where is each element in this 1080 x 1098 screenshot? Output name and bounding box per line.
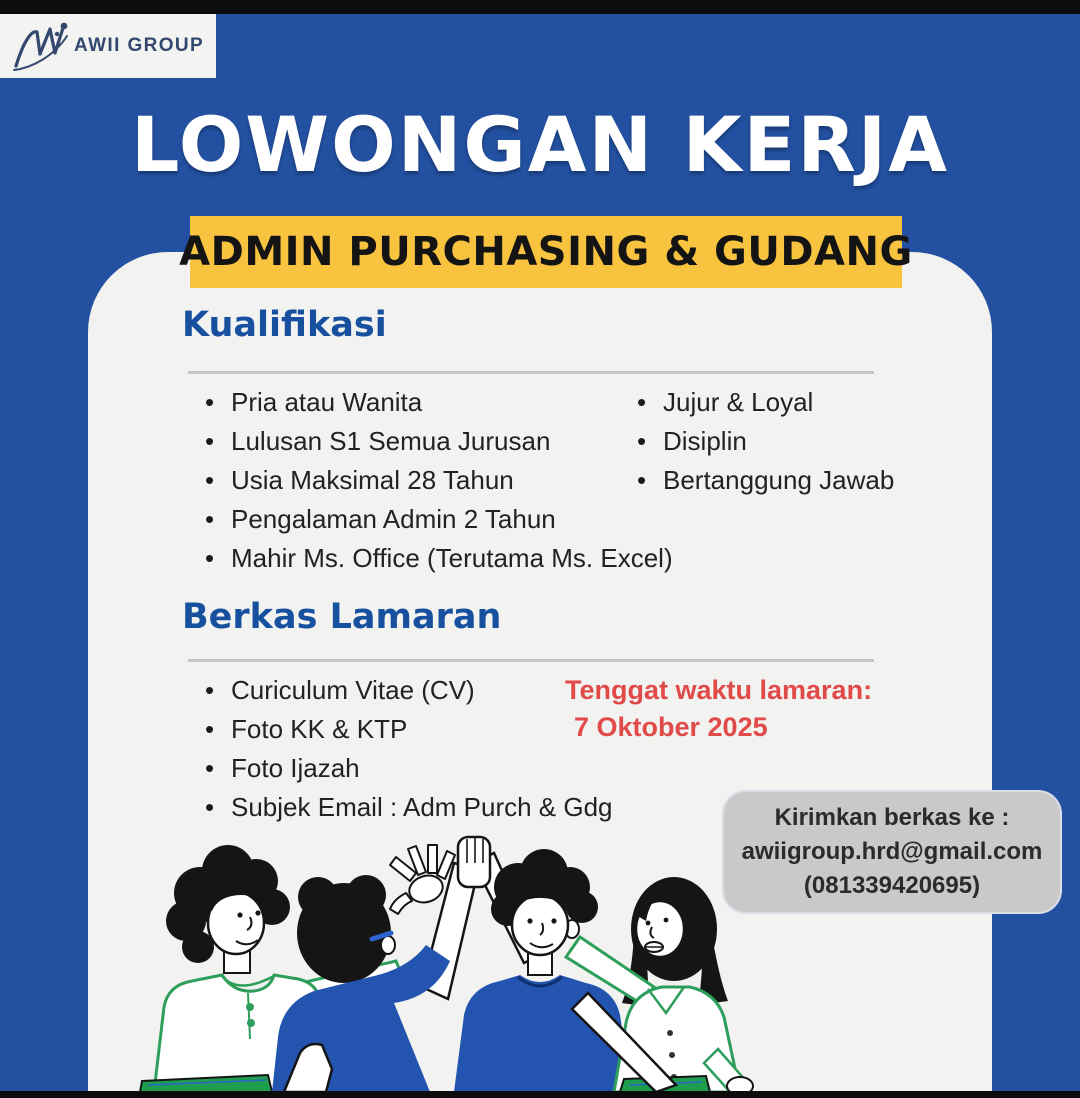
bullet-icon: •	[205, 465, 215, 495]
deadline-date: 7 Oktober 2025	[574, 712, 768, 742]
bullet-icon: •	[205, 753, 215, 783]
brand-name: AWII GROUP	[74, 35, 205, 56]
bullet-icon: •	[637, 426, 647, 456]
list-item	[205, 671, 613, 710]
list-item	[205, 500, 673, 539]
aw-script-logo-icon	[12, 20, 70, 72]
bullet-icon: •	[205, 714, 215, 744]
bullet-icon: •	[637, 465, 647, 495]
brand-logo	[0, 14, 216, 78]
list-item	[205, 788, 613, 827]
list-item	[637, 461, 894, 500]
list-item-text: Bertanggung Jawab	[663, 465, 895, 495]
contact-heading: Kirimkan berkas ke :	[774, 804, 1010, 831]
list-item-text: Pria atau Wanita	[231, 387, 423, 417]
deadline-note	[565, 672, 872, 746]
list-item-text: Foto KK & KTP	[231, 714, 408, 744]
list-item-text: Foto Ijazah	[231, 753, 360, 783]
list-item	[637, 422, 894, 461]
list-item	[637, 383, 894, 422]
poster-title: LOWONGAN KERJA	[130, 100, 950, 189]
list-item	[205, 749, 613, 788]
contact-email: awiigroup.hrd@gmail.com	[741, 838, 1043, 865]
kualifikasi-list-right	[637, 383, 894, 500]
list-item-text: Usia Maksimal 28 Tahun	[231, 465, 514, 495]
list-item	[205, 461, 673, 500]
list-item	[205, 539, 673, 578]
bullet-icon: •	[637, 387, 647, 417]
position-banner	[179, 216, 913, 288]
list-item	[205, 710, 613, 749]
bullet-icon: •	[205, 543, 215, 573]
list-item-text: Subjek Email : Adm Purch & Gdg	[231, 792, 613, 822]
bullet-icon: •	[205, 387, 215, 417]
bullet-icon: •	[205, 675, 215, 705]
bullet-icon: •	[205, 426, 215, 456]
berkas-divider	[188, 659, 874, 662]
list-item-text: Jujur & Loyal	[663, 387, 814, 417]
top-black-bar	[0, 0, 1080, 14]
list-item-text: Pengalaman Admin 2 Tahun	[231, 504, 556, 534]
berkas-heading: Berkas Lamaran	[182, 597, 502, 637]
bottom-black-bar	[0, 1091, 1080, 1098]
deadline-label: Tenggat waktu lamaran:	[565, 675, 873, 705]
list-item-text: Curiculum Vitae (CV)	[231, 675, 475, 705]
bullet-icon: •	[205, 504, 215, 534]
woman-hand	[727, 1077, 753, 1092]
list-item-text: Lulusan S1 Semua Jurusan	[231, 426, 551, 456]
list-item	[205, 383, 673, 422]
kualifikasi-heading: Kualifikasi	[182, 305, 387, 345]
kualifikasi-list-left	[205, 383, 673, 578]
kualifikasi-divider	[188, 371, 874, 374]
bullet-icon: •	[205, 792, 215, 822]
list-item-text: Mahir Ms. Office (Terutama Ms. Excel)	[231, 543, 673, 573]
berkas-list	[205, 671, 613, 827]
position-banner-text: ADMIN PURCHASING & GUDANG	[179, 229, 913, 275]
contact-box	[722, 790, 1062, 914]
list-item	[205, 422, 673, 461]
list-item-text: Disiplin	[663, 426, 747, 456]
contact-phone: (081339420695)	[803, 872, 981, 899]
